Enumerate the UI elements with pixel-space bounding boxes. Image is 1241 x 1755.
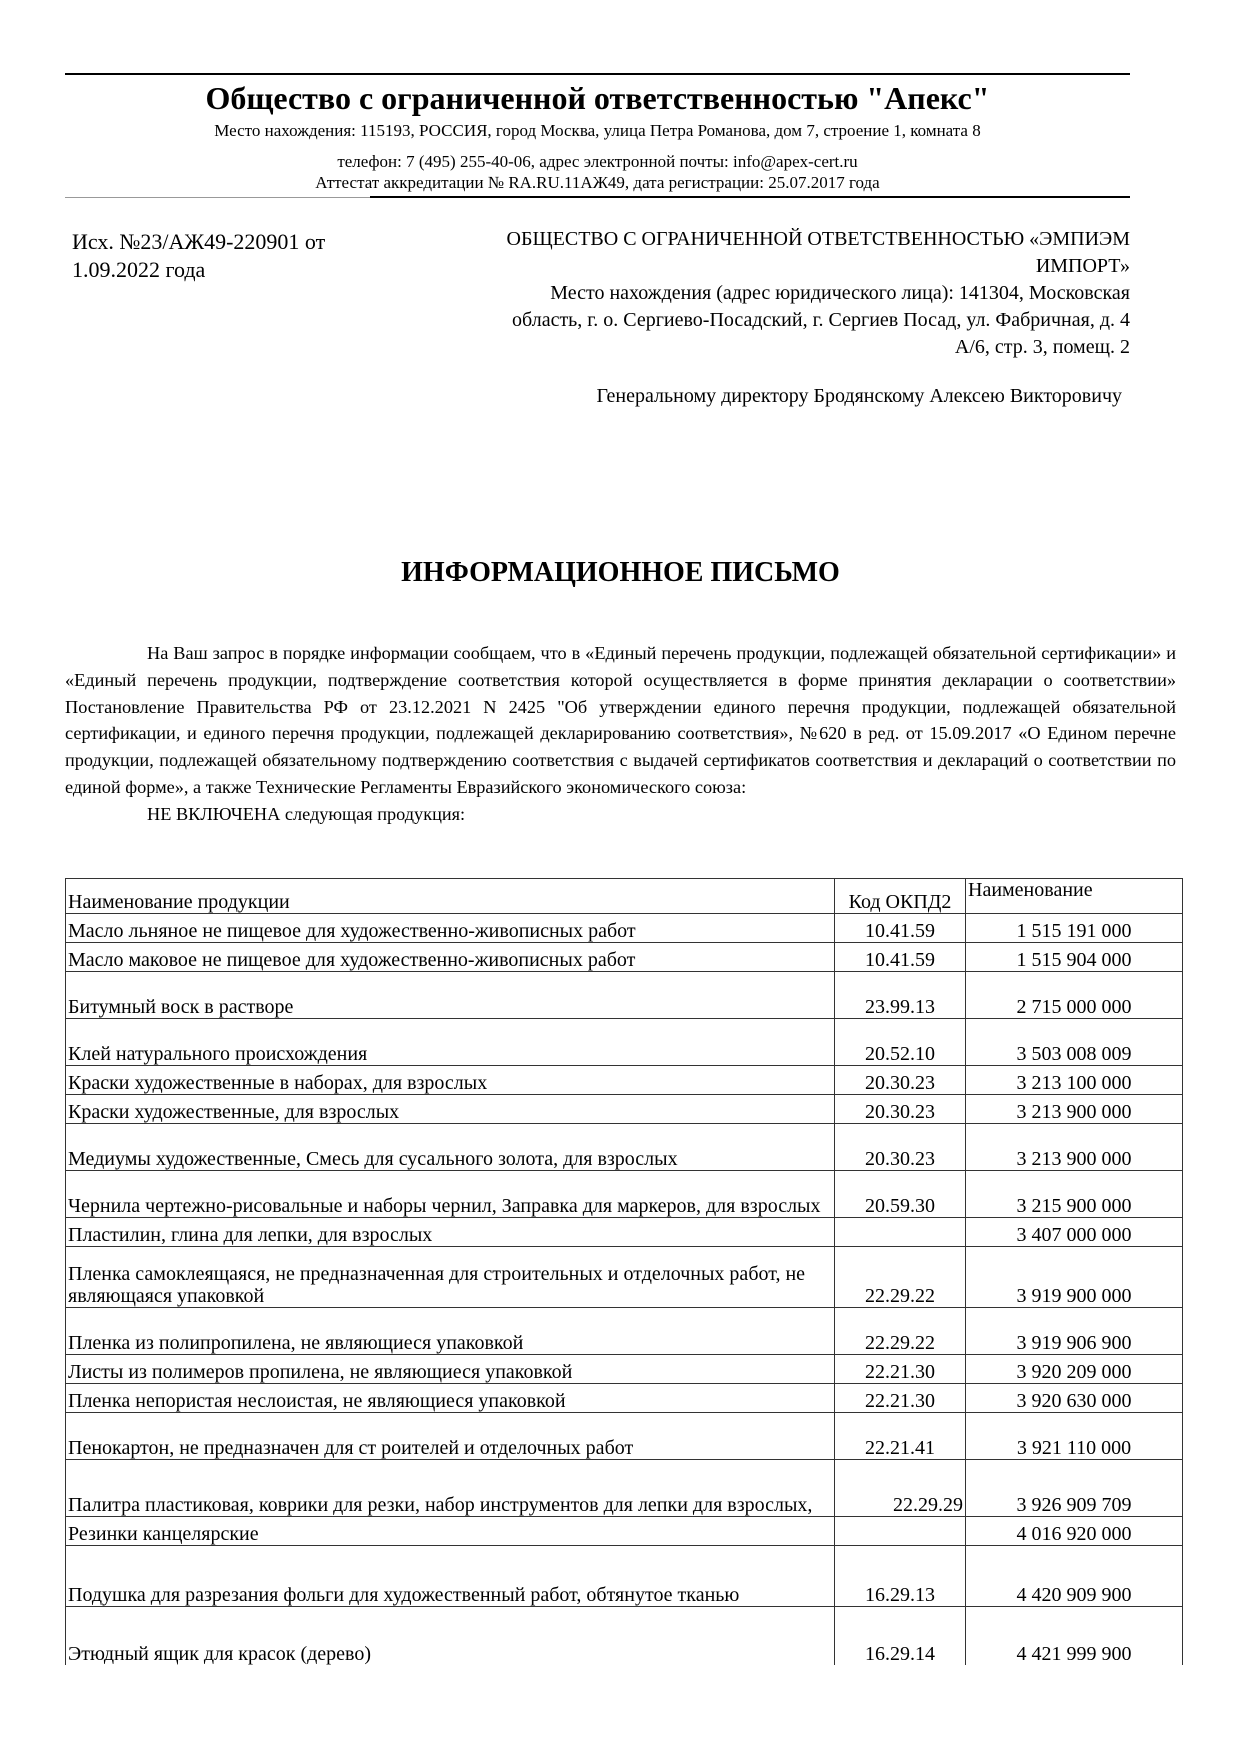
okpd2-code-cell: 23.99.13 [835, 972, 966, 1019]
recipient-block [390, 226, 1130, 361]
header-product-name: Наименование продукции [66, 879, 835, 914]
tnved-code-cell: 2 715 000 000 [966, 972, 1183, 1019]
product-name-cell: Резинки канцелярские [66, 1517, 835, 1546]
table-row [66, 1517, 1183, 1546]
letterhead-bottom-rule-thin [65, 197, 370, 198]
table-row [66, 1460, 1183, 1517]
table-row [66, 1413, 1183, 1460]
okpd2-code-cell: 22.21.41 [835, 1413, 966, 1460]
header-okpd2: Код ОКПД2 [835, 879, 966, 914]
tnved-code-cell: 3 213 900 000 [966, 1124, 1183, 1171]
body-paragraph-1: На Ваш запрос в порядке информации сообщаем, что в «Единый перечень продукции, подлежащей обязательной сертификации» и «Единый перечень продукции, подтверждение соответствия которой осуществляется в форме принятия декларации о соответствии» Постановление Правительства РФ от 23.12.2021 N 2425 "Об утверждении единого перечня продукции, подлежащей обязательной сертификации, и единого перечня продукции, подлежащей декларированию соответствия», №620 в ред. от 15.09.2017 «О Едином перечне продукции, подлежащей обязательному подтверждению соответствия с выдачей сертификатов соответствия и деклараций о соответствии по единой форме», а также Технические Регламенты Евразийского экономического союза: [65, 643, 1176, 797]
product-name-cell: Пленка из полипропилена, не являющиеся упаковкой [66, 1308, 835, 1355]
table-row [66, 972, 1183, 1019]
tnved-code-cell: 3 920 209 000 [966, 1355, 1183, 1384]
document-body [65, 640, 1176, 828]
okpd2-code-cell: 22.21.30 [835, 1384, 966, 1413]
tnved-code-cell: 3 503 008 009 [966, 1019, 1183, 1066]
product-name-cell: Битумный воск в растворе [66, 972, 835, 1019]
products-table [65, 878, 1183, 1665]
okpd2-code-cell: 20.30.23 [835, 1124, 966, 1171]
okpd2-code-cell: 10.41.59 [835, 914, 966, 943]
table-row [66, 1355, 1183, 1384]
table-row [66, 1247, 1183, 1308]
tnved-code-cell: 3 921 110 000 [966, 1413, 1183, 1460]
product-name-cell: Пластилин, глина для лепки, для взрослых [66, 1218, 835, 1247]
table-row [66, 914, 1183, 943]
product-name-cell: Листы из полимеров пропилена, не являющиеся упаковкой [66, 1355, 835, 1384]
okpd2-code-cell: 22.29.22 [835, 1247, 966, 1308]
okpd2-code-cell [835, 1218, 966, 1247]
recipient-org-line2: ИМПОРТ» [1035, 255, 1130, 277]
okpd2-code-cell: 22.29.29 [835, 1460, 966, 1517]
product-name-cell: Палитра пластиковая, коврики для резки, набор инструментов для лепки для взрослых, [66, 1460, 835, 1517]
recipient-address-line3: А/6, стр. 3, помещ. 2 [954, 336, 1130, 358]
tnved-code-cell: 1 515 191 000 [966, 914, 1183, 943]
outgoing-reference-number: Исх. №23/АЖ49-220901 от [72, 229, 326, 254]
table-row [66, 1124, 1183, 1171]
tnved-code-cell: 3 919 900 000 [966, 1247, 1183, 1308]
body-paragraph-2: НЕ ВКЛЮЧЕНА следующая продукция: [147, 803, 466, 824]
tnved-code-cell: 3 407 000 000 [966, 1218, 1183, 1247]
product-name-cell: Пенокартон, не предназначен для ст роителей и отделочных работ [66, 1413, 835, 1460]
product-name-cell: Краски художественные в наборах, для взрослых [66, 1066, 835, 1095]
letterhead-accreditation: Аттестат аккредитации № RA.RU.11АЖ49, дата регистрации: 25.07.2017 года [315, 173, 880, 192]
tnved-code-cell: 3 920 630 000 [966, 1384, 1183, 1413]
outgoing-reference [72, 228, 372, 284]
okpd2-code-cell [835, 1517, 966, 1546]
document-title: ИНФОРМАЦИОННОЕ ПИСЬМО [401, 557, 840, 588]
okpd2-code-cell: 10.41.59 [835, 943, 966, 972]
table-row [66, 1218, 1183, 1247]
table-row [66, 1546, 1183, 1607]
letterhead-address: Место нахождения: 115193, РОССИЯ, город Москва, улица Петра Романова, дом 7, строение 1, комната 8 [214, 121, 981, 140]
letterhead-contacts: телефон: 7 (495) 255-40-06, адрес электронной почты: info@apex-cert.ru [337, 152, 858, 171]
product-name-cell: Масло маковое не пищевое для художественно-живописных работ [66, 943, 835, 972]
okpd2-code-cell: 16.29.14 [835, 1607, 966, 1666]
letterhead-org-name: Общество с ограниченной ответственностью "Апекс" [205, 80, 990, 116]
tnved-code-cell: 3 215 900 000 [966, 1171, 1183, 1218]
product-name-cell: Подушка для разрезания фольги для художественный работ, обтянутое тканью [66, 1546, 835, 1607]
tnved-code-cell: 4 421 999 900 [966, 1607, 1183, 1666]
product-name-cell: Этюдный ящик для красок (дерево) [66, 1607, 835, 1666]
tnved-code-cell: 3 213 900 000 [966, 1095, 1183, 1124]
letterhead-bottom-rule-thick [370, 196, 1130, 198]
tnved-code-cell: 4 420 909 900 [966, 1546, 1183, 1607]
table-row [66, 1308, 1183, 1355]
okpd2-code-cell: 16.29.13 [835, 1546, 966, 1607]
tnved-code-cell: 3 919 906 900 [966, 1308, 1183, 1355]
okpd2-code-cell: 22.29.22 [835, 1308, 966, 1355]
okpd2-code-cell: 20.52.10 [835, 1019, 966, 1066]
table-row [66, 943, 1183, 972]
tnved-code-cell: 4 016 920 000 [966, 1517, 1183, 1546]
tnved-code-cell: 3 213 100 000 [966, 1066, 1183, 1095]
tnved-code-cell: 1 515 904 000 [966, 943, 1183, 972]
product-name-cell: Пленка непористая неслоистая, не являющиеся упаковкой [66, 1384, 835, 1413]
product-name-cell: Пленка самоклеящаяся, не предназначенная для строительных и отделочных работ, не являющаяся упаковкой [66, 1247, 835, 1308]
recipient-address-line2: область, г. о. Сергиево-Посадский, г. Сергиев Посад, ул. Фабричная, д. 4 [512, 309, 1130, 331]
product-name-cell: Медиумы художественные, Смесь для сусального золота, для взрослых [66, 1124, 835, 1171]
table-row [66, 1171, 1183, 1218]
table-row [66, 1607, 1183, 1666]
recipient-addressee: Генеральному директору Бродянскому Алексею Викторовичу [596, 385, 1122, 407]
product-name-cell: Чернила чертежно-рисовальные и наборы чернил, Заправка для маркеров, для взрослых [66, 1171, 835, 1218]
table-row [66, 1066, 1183, 1095]
table-header-row [66, 879, 1183, 914]
letterhead-top-rule [65, 73, 1130, 75]
table-row [66, 1384, 1183, 1413]
outgoing-reference-date: 1.09.2022 года [72, 257, 206, 282]
product-name-cell: Масло льняное не пищевое для художественно-живописных работ [66, 914, 835, 943]
okpd2-code-cell: 20.59.30 [835, 1171, 966, 1218]
header-tnved: Наименование [966, 879, 1183, 914]
okpd2-code-cell: 20.30.23 [835, 1095, 966, 1124]
recipient-org-line1: ОБЩЕСТВО С ОГРАНИЧЕННОЙ ОТВЕТСТВЕННОСТЬЮ «ЭМПИЭМ [506, 228, 1130, 250]
recipient-address-line1: Место нахождения (адрес юридического лица): 141304, Московская [550, 282, 1130, 304]
okpd2-code-cell: 22.21.30 [835, 1355, 966, 1384]
table-row [66, 1019, 1183, 1066]
tnved-code-cell: 3 926 909 709 [966, 1460, 1183, 1517]
product-name-cell: Клей натурального происхождения [66, 1019, 835, 1066]
table-row [66, 1095, 1183, 1124]
okpd2-code-cell: 20.30.23 [835, 1066, 966, 1095]
product-name-cell: Краски художественные, для взрослых [66, 1095, 835, 1124]
